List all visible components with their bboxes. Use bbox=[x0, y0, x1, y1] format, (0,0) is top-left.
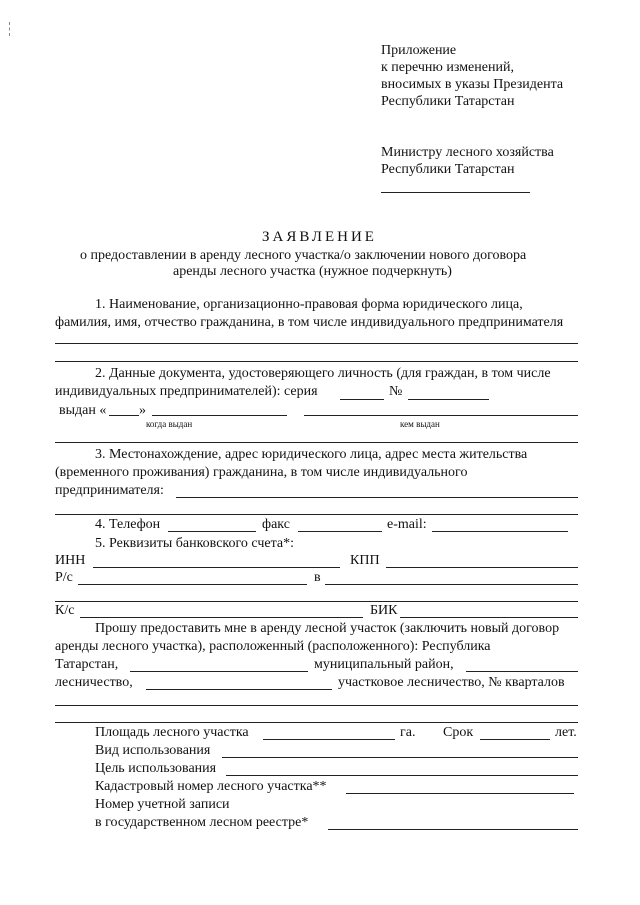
cadastral-field[interactable] bbox=[346, 793, 574, 794]
use-type-field[interactable] bbox=[222, 757, 578, 758]
scan-edge-mark bbox=[9, 22, 10, 36]
issued-by-caption: кем выдан bbox=[400, 419, 440, 429]
bank-name-field[interactable] bbox=[325, 584, 578, 585]
request-line-1: Прошу предоставить мне в аренду лесной участок (заключить новый договор bbox=[95, 621, 560, 636]
purpose-field[interactable] bbox=[226, 775, 578, 776]
quarters-fill-line-2[interactable] bbox=[55, 722, 578, 723]
bank-details-heading: 5. Реквизиты банковского счета*: bbox=[95, 536, 294, 551]
fax-field[interactable] bbox=[298, 531, 382, 532]
record-field[interactable] bbox=[328, 829, 578, 830]
fax-label: факс bbox=[262, 517, 290, 532]
item1-line-2: фамилия, имя, отчество гражданина, в том числе индивидуального предпринимателя bbox=[55, 315, 564, 330]
phone-field[interactable] bbox=[168, 531, 256, 532]
item2-fill-line[interactable] bbox=[55, 442, 578, 443]
item3-fill-line[interactable] bbox=[55, 514, 578, 515]
ks-label: К/с bbox=[55, 603, 75, 618]
forestry-field[interactable] bbox=[146, 689, 332, 690]
title-subline-2: аренды лесного участка (нужное подчеркнуть) bbox=[173, 264, 452, 279]
issued-day-field[interactable] bbox=[109, 415, 139, 416]
item1-fill-line-1[interactable] bbox=[55, 343, 578, 344]
request-line-4-end: участковое лесничество, № кварталов bbox=[338, 675, 565, 690]
when-issued-caption: когда выдан bbox=[146, 419, 193, 429]
cadastral-label: Кадастровый номер лесного участка** bbox=[95, 779, 327, 794]
request-line-4-start: лесничество, bbox=[55, 675, 133, 690]
bank-in-label: в bbox=[314, 570, 321, 585]
area-label: Площадь лесного участка bbox=[95, 725, 249, 740]
purpose-label: Цель использования bbox=[95, 761, 217, 776]
item3-line-2: (временного проживания) гражданина, в том числе индивидуального bbox=[55, 465, 468, 480]
passport-number-field[interactable] bbox=[408, 399, 489, 400]
quarters-fill-line-1[interactable] bbox=[55, 705, 578, 706]
title-subline-1: о предоставлении в аренду лесного участка/о заключении нового договора bbox=[80, 248, 527, 263]
item3-line-1: 3. Местонахождение, адрес юридического лица, адрес места жительства bbox=[95, 447, 528, 462]
item1-fill-line-2[interactable] bbox=[55, 361, 578, 362]
appendix-line-4: Республики Татарстан bbox=[381, 94, 515, 109]
item2-line-2: индивидуальных предпринимателей): серия bbox=[55, 384, 318, 399]
issued-by-field[interactable] bbox=[304, 415, 578, 416]
issued-prefix: выдан « bbox=[59, 403, 107, 418]
rs-field[interactable] bbox=[78, 584, 307, 585]
addressee-line-1: Министру лесного хозяйства bbox=[381, 145, 554, 160]
kpp-field[interactable] bbox=[386, 567, 578, 568]
addressee-signature-line[interactable] bbox=[381, 192, 530, 193]
bik-label: БИК bbox=[370, 603, 398, 618]
record-label-2: в государственном лесном реестре* bbox=[95, 815, 309, 830]
request-line-2: аренды лесного участка), расположенный (расположенного): Республика bbox=[55, 639, 491, 654]
bik-field[interactable] bbox=[400, 617, 578, 618]
address-field[interactable] bbox=[176, 497, 578, 498]
municipal-district-field[interactable] bbox=[130, 671, 308, 672]
document-title: ЗАЯВЛЕНИЕ bbox=[262, 229, 377, 245]
inn-field[interactable] bbox=[93, 567, 340, 568]
item1-line-1: 1. Наименование, организационно-правовая форма юридического лица, bbox=[95, 297, 523, 312]
rs-label: Р/с bbox=[55, 570, 73, 585]
term-label: Срок bbox=[443, 725, 474, 740]
ks-field[interactable] bbox=[80, 617, 363, 618]
appendix-line-2: к перечню изменений, bbox=[381, 60, 514, 75]
years-unit: лет. bbox=[555, 725, 577, 740]
hectare-unit: га. bbox=[400, 725, 416, 740]
addressee-line-2: Республики Татарстан bbox=[381, 162, 515, 177]
area-field[interactable] bbox=[263, 739, 395, 740]
request-line-3-field[interactable] bbox=[466, 671, 578, 672]
request-line-3-start: Татарстан, bbox=[55, 657, 119, 672]
email-label: e-mail: bbox=[387, 517, 427, 532]
request-line-3-end: муниципальный район, bbox=[314, 657, 454, 672]
kpp-label: КПП bbox=[350, 553, 380, 568]
phone-label: 4. Телефон bbox=[95, 517, 161, 532]
appendix-line-1: Приложение bbox=[381, 43, 457, 58]
item3-line-3: предпринимателя: bbox=[55, 483, 164, 498]
bank-fill-line[interactable] bbox=[55, 601, 578, 602]
use-type-label: Вид использования bbox=[95, 743, 211, 758]
email-field[interactable] bbox=[432, 531, 568, 532]
passport-series-field[interactable] bbox=[340, 399, 384, 400]
number-mark: № bbox=[389, 384, 403, 399]
record-label-1: Номер учетной записи bbox=[95, 797, 230, 812]
item2-line-1: 2. Данные документа, удостоверяющего личность (для граждан, в том числе bbox=[95, 366, 551, 381]
inn-label: ИНН bbox=[55, 553, 86, 568]
issued-date-field[interactable] bbox=[152, 415, 287, 416]
term-field[interactable] bbox=[480, 739, 550, 740]
appendix-line-3: вносимых в указы Президента bbox=[381, 77, 564, 92]
issued-close-quote: » bbox=[139, 403, 146, 418]
